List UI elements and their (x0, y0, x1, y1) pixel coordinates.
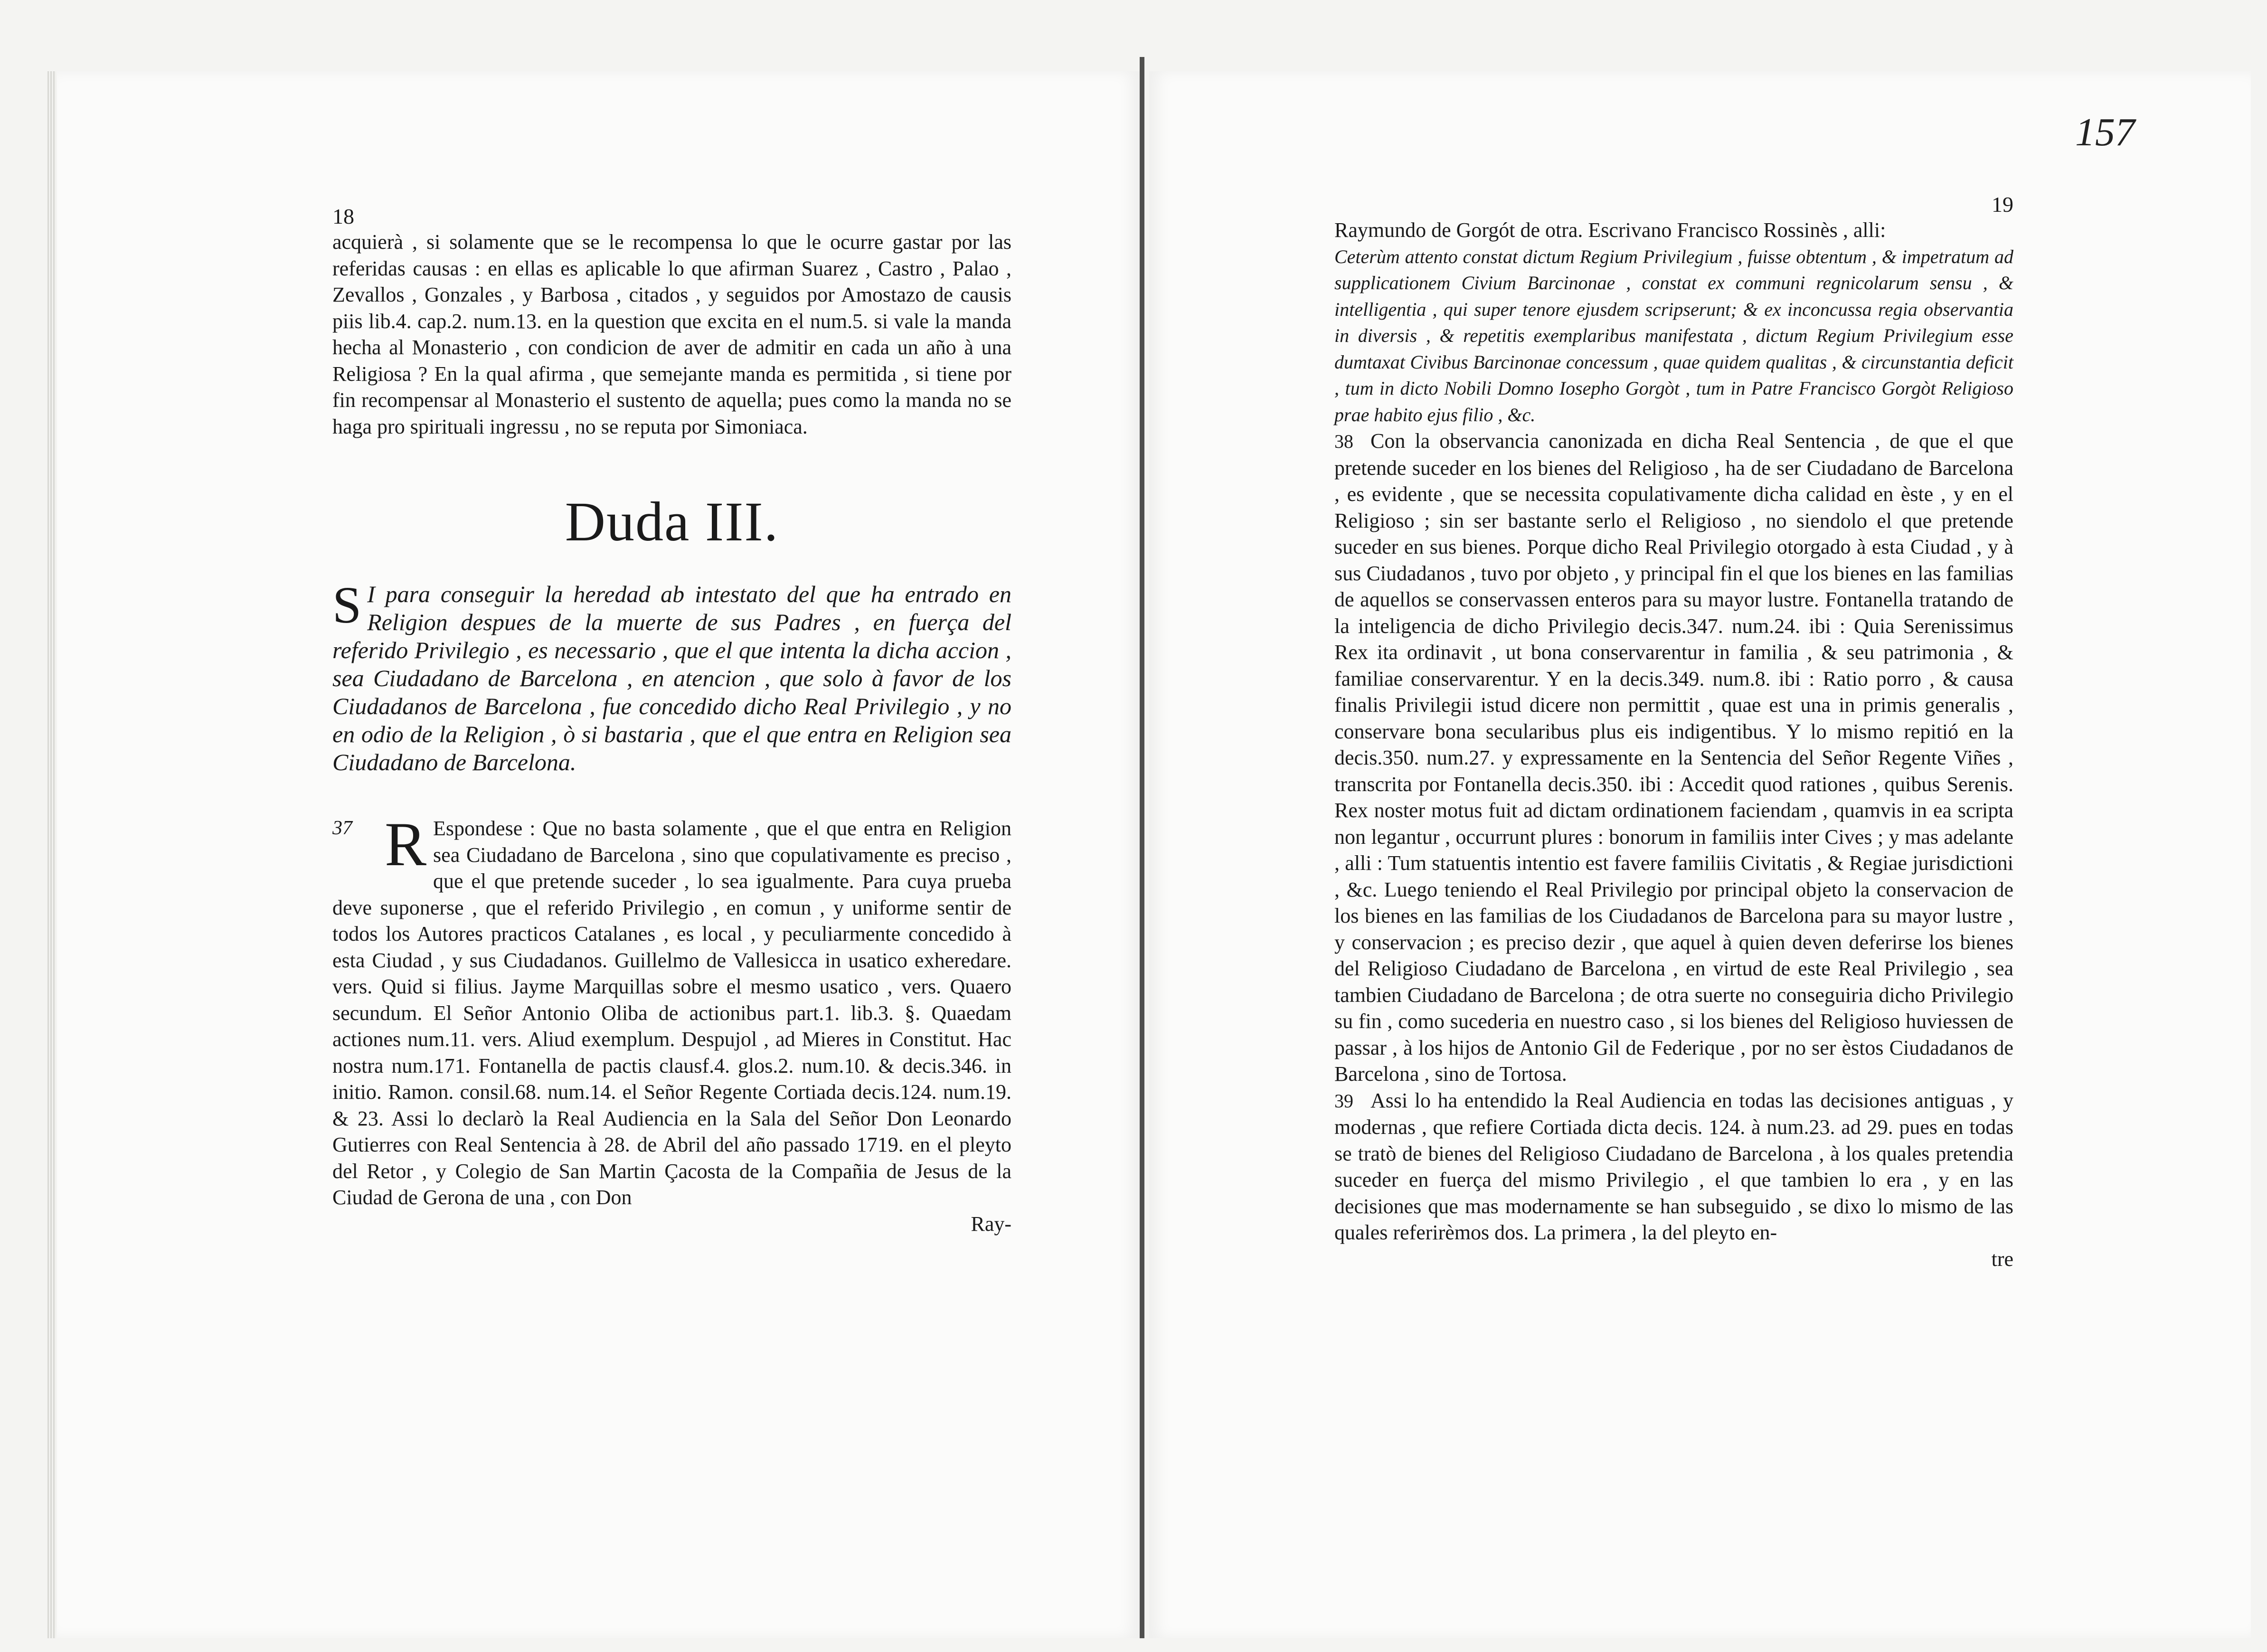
page-number: 18 (332, 204, 354, 228)
paragraph-number: 39 (1334, 1090, 1353, 1112)
drop-cap: R (385, 809, 427, 879)
question-text: I para conseguir la heredad ab intestato del que ha entrado en Religion despues de la muerte de sus Padres , en fuerça del referido Privilegio , es necessario , que el que intenta la dicha accion , sea Ciudadano de Barcelona , en atencion , que solo à favor de los Ciudadanos de Barcelona , fue concedido dicho Real Privilegio , y no en odio de la Religion , ò si bastaria , que el que entra en Religion sea Ciudadano de Barcelona. (332, 581, 1011, 775)
paragraph-number: 37 (332, 817, 352, 839)
continuation-paragraph: acquierà , si solamente que se le recompensa lo que le ocurre gastar por las referidas causas : en ellas es aplicable lo que afirman Suarez , Castro , Palao , Zevallos , Gonzales , y Barbosa , citados , y seguidos por Amostazo de causis piis lib.4. cap.2. num.13. en la question que excita en el num.5. si vale la manda hecha al Monasterio , con condicion de aver de admitir en cada un año à una Religiosa ? En la qual afirma , que semejante manda es permitida , si tiene por fin recompensar al Monasterio el sustento de aquella; pues como la manda no se haga pro spirituali ingressu , no se reputa por Simoniaca. (332, 230, 1011, 438)
book-gutter (1140, 57, 1144, 1638)
folio-mark: 157 (2075, 110, 2135, 154)
paragraph-38 (1334, 428, 2013, 1087)
opening-line: Raymundo de Gorgót de otra. Escrivano Francisco Rossinès , alli: (1334, 218, 1886, 242)
paragraph-number: 38 (1334, 431, 1353, 452)
section-heading: Duda III. (565, 491, 779, 553)
catchword: tre (1991, 1247, 2013, 1271)
left-text-column (332, 204, 1011, 1237)
page-edges (47, 71, 56, 1638)
catchword: Ray- (971, 1212, 1011, 1236)
answer-block (332, 809, 1011, 1211)
page-number: 19 (1992, 192, 2013, 217)
paragraph-39 (1334, 1087, 2013, 1246)
paragraph-text: Con la observancia canonizada en dicha Real Sentencia , de que el que pretende suceder en los bienes del Religioso , ha de ser Ciudadano de Barcelona , es evidente , que se necessita copulativamente dicha calidad en èste , y en el Religioso ; sin ser bastante serlo el Religioso , no siendolo el que pretende suceder en sus bienes. Porque dicho Real Privilegio otorgado à esta Ciudad , y à sus Ciudadanos , tuvo por objeto , y principal fin el que los bienes en las familias de aquellos se conservassen enteros para su mayor lustre. Fontanella tratando de la inteligencia de dicho Privilegio decis.347. num.24. ibi : Quia Serenissimus Rex ita ordinavit , ut bona conservarentur in familia , & seu patrimonia , & familiae conservarentur. Y en la decis.349. num.8. ibi : Ratio porro , & causa finalis Privilegii istud dicere non permittit , quae est una in primis generalis , conservare bona secularibus plus eis indigentibus. Y lo mismo repitió en la decis.350. num.27. y expressamente en la Sentencia del Señor Regente Viñes , transcrita por Fontanella decis.350. ibi : Accedit quod rationes , quibus Serenis. Rex noster motus fuit ad dictam ordinationem faciendam , quamvis in ea scripta non legantur , occurrunt plures : bonorum in familiis inter Cives ; y mas adelante , alli : Tum statuentis intentio est favere familiis Civitatis , & Regiae jurisdictioni , &c. Luego teniendo el Real Privilegio por principal objeto la conservacion de los bienes en las familias de los Ciudadanos de Barcelona para su mayor lustre , y conservacion ; es preciso dezir , que aquel à quien deven deferirse los bienes del Religioso Ciudadano de Barcelona , en virtud de este Real Privilegio , sea tambien Ciudadano de Barcelona ; de otra suerte no conseguiria dicho Privilegio su fin , como sucederia en nuestro caso , si los bienes del Religioso huviessen de passar , à los hijos de Antonio Gil de Federique , por no ser èstos Ciudadanos de Barcelona , sino de Tortosa. (1334, 429, 2013, 1086)
right-text-column (1334, 192, 2013, 1272)
drop-cap: S (332, 576, 362, 634)
paragraph-text: Assi lo ha entendido la Real Audiencia en todas las decisiones antiguas , y modernas , que refiere Cortiada dicta decis. 124. à num.23. ad 29. pues en todas se tratò de bienes del Religioso Ciudadano de Barcelona , à los quales pretendia suceder en fuerça del mismo Privilegio , el que tambien lo era , y en las decisiones que mas modernamente se han subseguido , se dixo lo mismo de las quales referirèmos dos. La primera , la del pleyto en- (1334, 1088, 2013, 1244)
answer-paragraph: Espondese : Que no basta solamente , que el que entra en Religion sea Ciudadano de Barcelona , sino que copulativamente es preciso , que el que pretende suceder , lo sea igualmente. Para cuya prueba deve suponerse , que el referido Privilegio , en comun , y uniforme sentir de todos los Autores practicos Catalanes , es local , y peculiarmente concedido à esta Ciudad , y sus Ciudadanos. Guillelmo de Vallesicca in usatico exheredare. vers. Quid si filius. Jayme Marquillas sobre el mesmo usatico , vers. Quaero secundum. El Señor Antonio Oliba de actionibus part.1. lib.3. §. Quaedam actiones num.11. vers. Aliud exemplum. Despujol , ad Mieres in Constitut. Hac nostra num.171. Fontanella de pactis clausf.4. glos.2. num.10. & decis.346. in initio. Ramon. consil.68. num.14. el Señor Regente Cortiada decis.124. num.19. & 23. Assi lo declarò la Real Audiencia en la Sala del Señor Don Leonardo Gutierres con Real Sentencia à 28. de Abril del año passado 1719. en el pleyto del Retor , y Colegio de San Martin Çacosta de la Compañia de Jesus de la Ciudad de Gerona de una , con Don (332, 817, 1011, 1209)
latin-quotation: Ceterùm attento constat dictum Regium Privilegium , fuisse obtentum , & impetratum ad supplicationem Civium Barcinonae , constat ex communi regnicolarum sensu , & intelligentia , qui super tenore ejusdem scripserunt; & ex inconcussa regia observantia in diversis , & repetitis exemplaribus manifestata , dictum Regium Privilegium esse dumtaxat Civibus Barcinonae concessum , quae quidem qualitas , & circunstantia deficit , tum in dicto Nobili Domno Iosepho Gorgòt , tum in Patre Francisco Gorgòt Religioso prae habito ejus filio , &c. (1334, 245, 2013, 425)
question-paragraph (332, 576, 1011, 776)
